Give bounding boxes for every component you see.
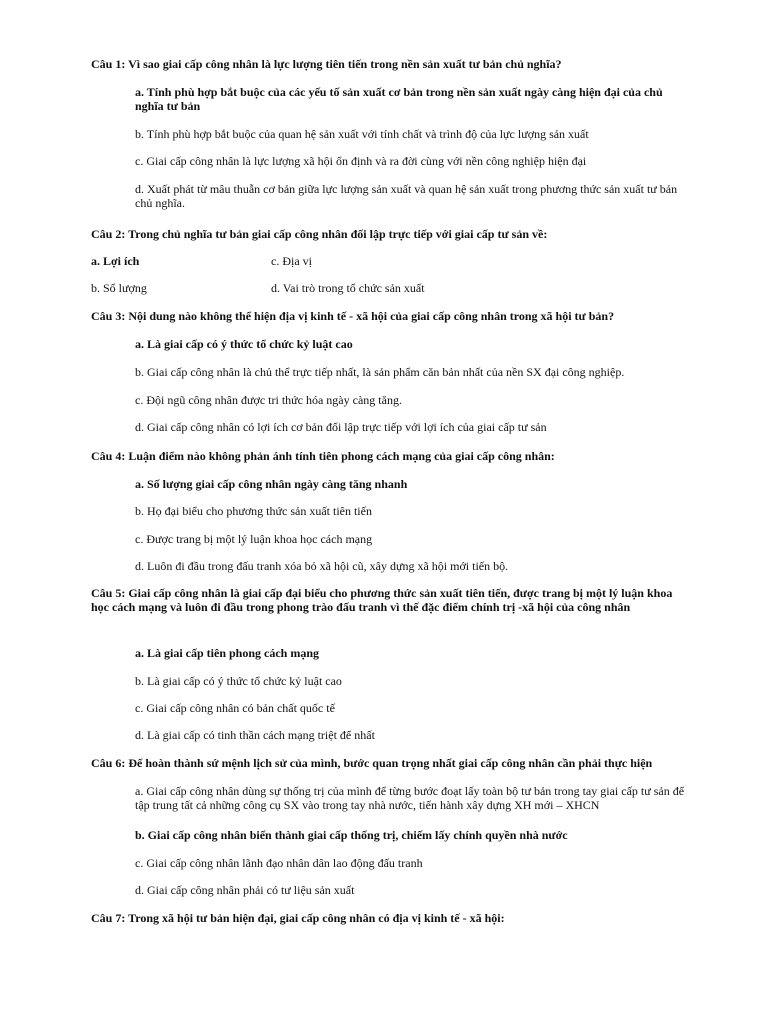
q3-option-b: b. Giai cấp công nhân là chủ thể trực tiếp nhất, là sản phẩm căn bản nhất của nền SX đại công nghiệp. <box>135 365 625 379</box>
question-4-title: Câu 4: Luận điểm nào không phản ánh tính tiên phong cách mạng của giai cấp công nhân: <box>91 449 555 463</box>
q5-option-c: c. Giai cấp công nhân có bản chất quốc tế <box>135 701 335 715</box>
q6-option-b: b. Giai cấp công nhân biến thành giai cấp thống trị, chiếm lấy chính quyền nhà nước <box>135 828 568 842</box>
q4-option-a: a. Số lượng giai cấp công nhân ngày càng tăng nhanh <box>135 477 408 491</box>
q5-option-d: d. Là giai cấp có tinh thần cách mạng triệt để nhất <box>135 728 375 742</box>
q2-option-a: a. Lợi ích <box>91 254 140 268</box>
question-7-title: Câu 7: Trong xã hội tư bản hiện đại, giai cấp công nhân có địa vị kinh tế - xã hội: <box>91 911 505 925</box>
question-5-title: Câu 5: Giai cấp công nhân là giai cấp đại biểu cho phương thức sản xuất tiên tiến, được trang bị một lý luận khoa học cách mạng và luôn đi đầu trong phong trào đấu tranh vì thế đặc điểm chính trị -xã hội của công nhân <box>91 586 673 614</box>
q6-option-d: d. Giai cấp công nhân phải có tư liệu sản xuất <box>135 883 355 897</box>
q4-option-c: c. Được trang bị một lý luận khoa học cách mạng <box>135 532 373 546</box>
q2-option-d: d. Vai trò trong tổ chức sản xuất <box>271 281 425 295</box>
question-6-title: Câu 6: Để hoàn thành sứ mệnh lịch sử của mình, bước quan trọng nhất giai cấp công nhân cần phải thực hiện <box>91 756 653 770</box>
q4-option-b: b. Họ đại biểu cho phương thức sản xuất tiên tiến <box>135 504 372 518</box>
question-1-title: Câu 1: Vì sao giai cấp công nhân là lực lượng tiên tiến trong nền sản xuất tư bản chủ nghĩa? <box>91 57 562 71</box>
q1-option-b: b. Tính phù hợp bắt buộc của quan hệ sản xuất với tính chất và trình độ của lực lượng sản xuất <box>135 127 589 141</box>
q3-option-c: c. Đội ngũ công nhân được tri thức hóa ngày càng tăng. <box>135 393 402 407</box>
q6-option-c: c. Giai cấp công nhân lãnh đạo nhân dân lao động đấu tranh <box>135 856 423 870</box>
q1-option-a: a. Tính phù hợp bắt buộc của các yếu tố sản xuất cơ bản trong nền sản xuất ngày càng hiện đại của chủ nghĩa tư bản <box>135 85 663 113</box>
q3-option-d: d. Giai cấp công nhân có lợi ích cơ bản đối lập trực tiếp với lợi ích của giai cấp tư sản <box>135 420 547 434</box>
q6-option-a: a. Giai cấp công nhân dùng sự thống trị của mình để từng bước đoạt lấy toàn bộ tư bản trong tay giai cấp tư sản để tập trung tất cả những công cụ SX vào trong tay nhà nước, tiến hành xây dựng XH mới – XHCN <box>135 784 685 812</box>
q2-option-c: c. Địa vị <box>271 254 312 268</box>
q4-option-d: d. Luôn đi đầu trong đấu tranh xóa bỏ xã hội cũ, xây dựng xã hội mới tiến bộ. <box>135 559 509 573</box>
question-2-title: Câu 2: Trong chủ nghĩa tư bản giai cấp công nhân đối lập trực tiếp với giai cấp tư sản về: <box>91 227 548 241</box>
q1-option-c: c. Giai cấp công nhân là lực lượng xã hội ổn định và ra đời cùng với nền công nghiệp hiện đại <box>135 154 587 168</box>
question-3-title: Câu 3: Nội dung nào không thể hiện địa vị kinh tế - xã hội của giai cấp công nhân trong xã hội tư bản? <box>91 309 615 323</box>
q3-option-a: a. Là giai cấp có ý thức tổ chức kỷ luật cao <box>135 337 353 351</box>
q5-option-b: b. Là giai cấp có ý thức tổ chức kỷ luật cao <box>135 674 342 688</box>
q2-option-b: b. Số lượng <box>91 281 147 295</box>
q5-option-a: a. Là giai cấp tiên phong cách mạng <box>135 646 320 660</box>
q1-option-d: d. Xuất phát từ mâu thuẫn cơ bản giữa lực lượng sản xuất và quan hệ sản xuất trong phương thức sản xuất tư bản chủ nghĩa. <box>135 182 678 210</box>
